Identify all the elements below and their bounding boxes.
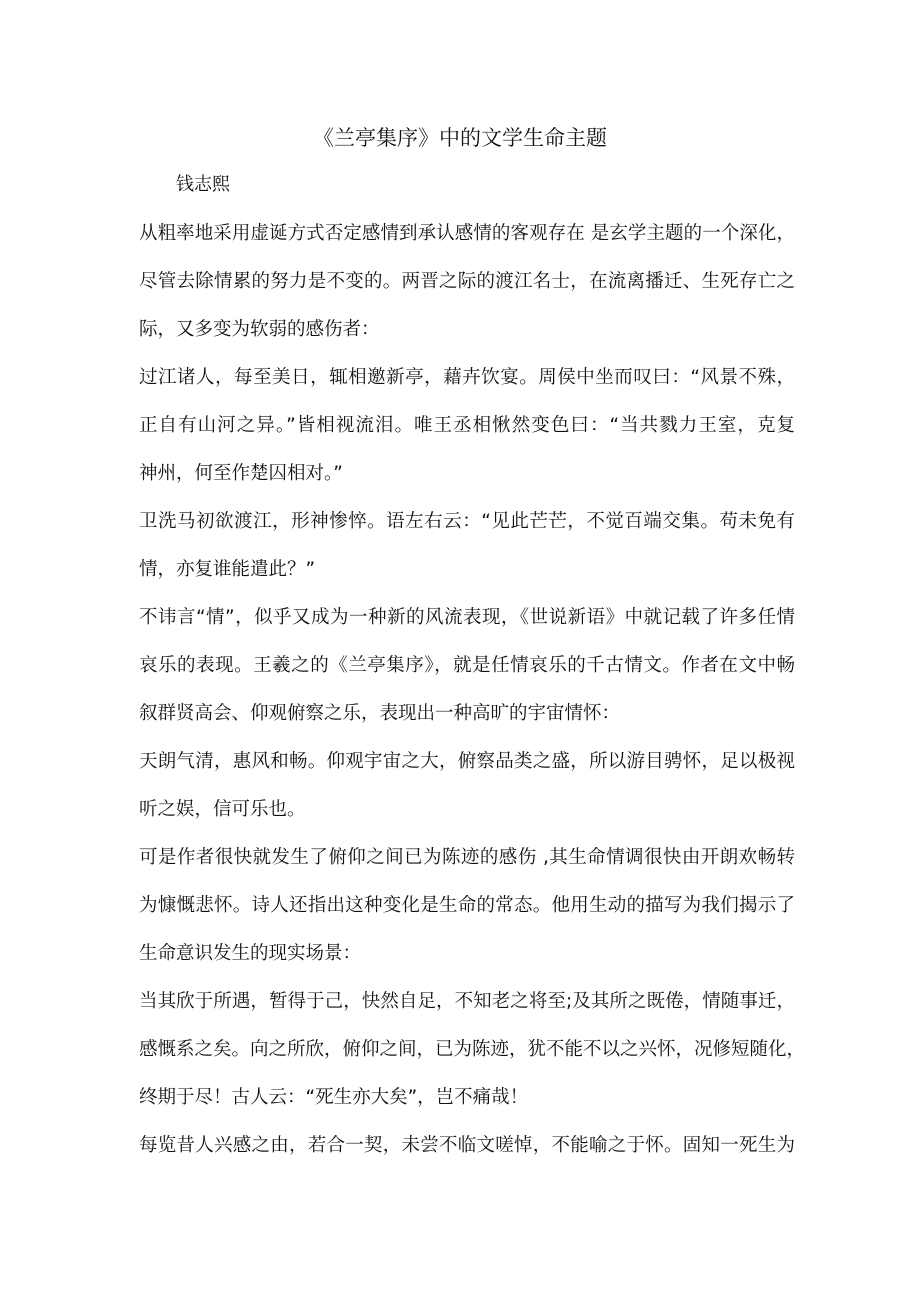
paragraph-line: 听之娱，信可乐也。 — [139, 799, 306, 820]
paragraph-line: 神州，何至作楚囚相对。” — [139, 463, 343, 484]
paragraph-line: 为慷慨悲怀。诗人还指出这种变化是生命的常态。他用生动的描写为我们揭示了 — [139, 895, 795, 916]
paragraph-line: 情，亦复谁能遣此？” — [139, 559, 316, 580]
paragraph-line: 尽管去除情累的努力是不变的。两晋之际的渡江名士，在流离播迁、生死存亡之 — [139, 271, 795, 292]
document-title: 《兰亭集序》中的文学生命主题 — [313, 126, 607, 150]
document-author: 钱志熙 — [176, 174, 230, 195]
paragraph-line: 生命意识发生的现实场景： — [139, 943, 362, 964]
paragraph-line: 可是作者很快就发生了俯仰之间已为陈迹的感伤 ,其生命情调很快由开朗欢畅转 — [139, 847, 795, 868]
paragraph-line: 过江诸人，每至美日，辄相邀新亭，藉卉饮宴。周侯中坐而叹曰：“风景不殊， — [139, 367, 795, 388]
paragraph-line: 不讳言“情”，似乎又成为一种新的风流表现，《世说新语》中就记载了许多任情 — [139, 607, 795, 628]
paragraph-line: 终期于尽！古人云：“死生亦大矣”，岂不痛哉！ — [139, 1087, 529, 1108]
paragraph-line: 正自有山河之异。”皆相视流泪。唯王丞相愀然变色曰：“当共戮力王室，克复 — [139, 415, 795, 436]
paragraph-line: 际，又多变为软弱的感伤者： — [139, 319, 380, 340]
paragraph-line: 当其欣于所遇，暂得于己，快然自足，不知老之将至;及其所之既倦，情随事迁， — [139, 991, 795, 1012]
paragraph-line: 叙群贤高会、仰观俯察之乐，表现出一种高旷的宇宙情怀： — [139, 703, 621, 724]
paragraph-line: 天朗气清，惠风和畅。仰观宇宙之大，俯察品类之盛，所以游目骋怀，足以极视 — [139, 751, 795, 772]
paragraph-line: 感慨系之矣。向之所欣，俯仰之间，已为陈迹，犹不能不以之兴怀，况修短随化， — [139, 1039, 806, 1060]
paragraph-line: 每览昔人兴感之由，若合一契，未尝不临文嗟悼，不能喻之于怀。固知一死生为 — [139, 1135, 795, 1156]
paragraph-line: 哀乐的表现。王羲之的《兰亭集序》，就是任情哀乐的千古情文。作者在文中畅 — [139, 655, 795, 676]
document-body — [139, 220, 806, 1180]
paragraph-line: 从粗率地采用虚诞方式否定感情到承认感情的客观存在 是玄学主题的一个深化， — [139, 223, 795, 244]
paragraph-line: 卫洗马初欲渡江，形神惨悴。语左右云：“见此芒芒，不觉百端交集。苟未免有 — [139, 511, 795, 532]
